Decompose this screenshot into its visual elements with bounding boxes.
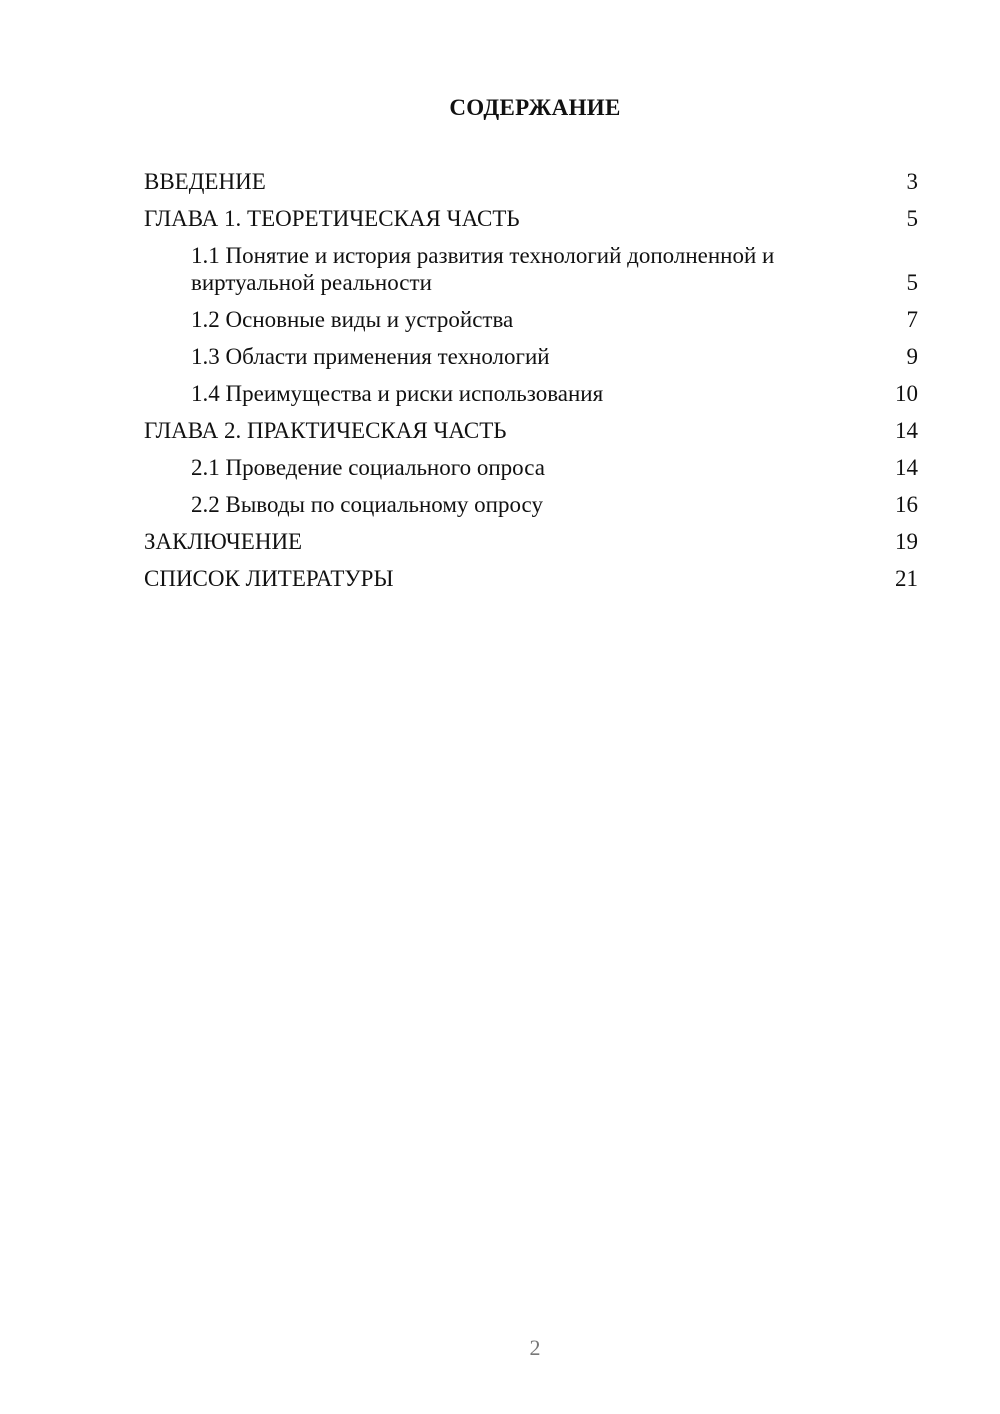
toc-entry-page: 7 xyxy=(906,307,918,332)
toc-entry-conclusion[interactable] xyxy=(144,528,918,555)
toc-entry-page: 14 xyxy=(895,418,918,443)
toc-entry-page: 5 xyxy=(906,270,918,295)
toc-entry-label-line-2: виртуальной реальности xyxy=(191,270,432,295)
toc-entry-page: 3 xyxy=(906,169,918,194)
toc-entry-section-1-4[interactable] xyxy=(144,380,918,407)
toc-entry-section-2-2[interactable] xyxy=(144,491,918,518)
toc-entry-label: ВВЕДЕНИЕ xyxy=(144,169,266,194)
toc-entry-label: ЗАКЛЮЧЕНИЕ xyxy=(144,529,303,554)
toc-entry-page: 21 xyxy=(895,566,918,591)
toc-entry-label: СПИСОК ЛИТЕРАТУРЫ xyxy=(144,566,394,591)
page-title: СОДЕРЖАНИЕ xyxy=(449,95,621,120)
toc-entry-page: 9 xyxy=(906,344,918,369)
toc-entry-page: 10 xyxy=(895,381,918,406)
toc-entry-label: 1.4 Преимущества и риски использования xyxy=(191,381,604,406)
toc-entry-label: 1.3 Области применения технологий xyxy=(191,344,550,369)
toc-entry-introduction[interactable] xyxy=(144,168,918,195)
toc-entry-label: 2.2 Выводы по социальному опросу xyxy=(191,492,543,517)
toc-entry-references[interactable] xyxy=(144,565,918,592)
page-number: 2 xyxy=(529,1335,541,1360)
toc-entry-page: 16 xyxy=(895,492,918,517)
toc-entry-section-2-1[interactable] xyxy=(144,454,918,481)
toc-entry-section-1-2[interactable] xyxy=(144,306,918,333)
toc-entry-page: 5 xyxy=(906,206,918,231)
toc-entry-label: ГЛАВА 2. ПРАКТИЧЕСКАЯ ЧАСТЬ xyxy=(144,418,507,443)
toc-entry-page: 19 xyxy=(895,529,918,554)
toc-entry-chapter-2[interactable] xyxy=(144,417,918,444)
table-of-contents xyxy=(144,168,918,602)
toc-entry-chapter-1[interactable] xyxy=(144,205,918,232)
toc-entry-label: 1.2 Основные виды и устройства xyxy=(191,307,514,332)
toc-entry-label xyxy=(191,242,888,296)
toc-entry-label: ГЛАВА 1. ТЕОРЕТИЧЕСКАЯ ЧАСТЬ xyxy=(144,206,520,231)
toc-entry-section-1-3[interactable] xyxy=(144,343,918,370)
toc-entry-section-1-1[interactable] xyxy=(144,242,918,296)
toc-entry-page: 14 xyxy=(895,455,918,480)
toc-entry-label: 2.1 Проведение социального опроса xyxy=(191,455,545,480)
toc-entry-label-line-1: 1.1 Понятие и история развития технологий дополненной и xyxy=(191,243,775,268)
